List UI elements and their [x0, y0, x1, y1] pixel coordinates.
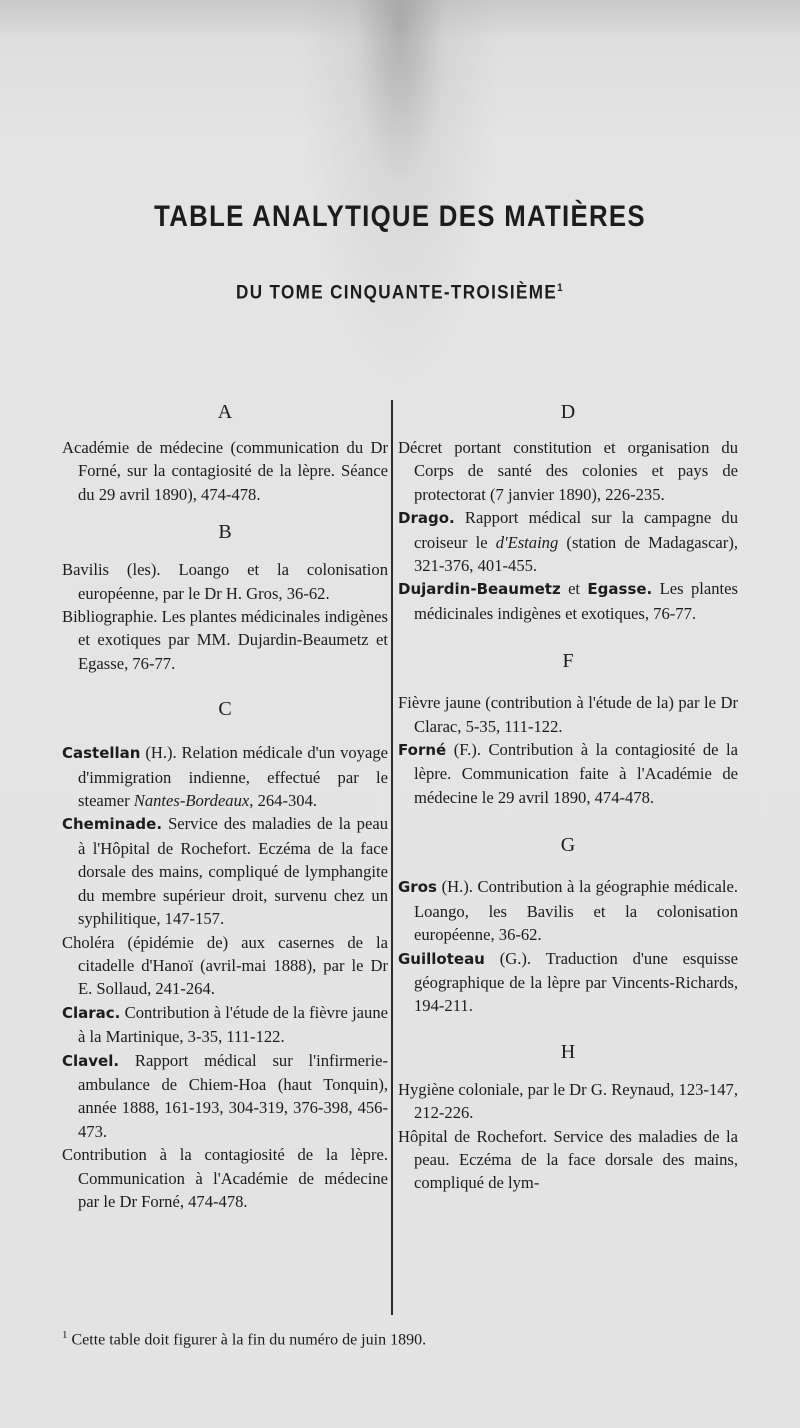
ship-name: d'Estaing: [495, 532, 559, 552]
index-entry: [62, 812, 388, 930]
footnote-text: Cette table doit figurer à la fin du numéro de juin 1890.: [67, 1331, 427, 1349]
column-divider: [391, 400, 393, 1315]
entry-text: (H.). Relation médicale d'un voyage d'immigration indienne, effectué par le steamer: [78, 743, 388, 811]
index-entry: Hygiène coloniale, par le Dr G. Reynaud, 123-147, 212-226.: [398, 1079, 738, 1123]
footnote-marker: 1: [557, 282, 564, 294]
entry-author: Clarac.: [62, 1003, 121, 1022]
index-entry: Hôpital de Rochefort. Service des maladies de la peau. Eczéma de la face dorsale des mains, compliqué de lym-: [398, 1126, 738, 1193]
section-letter-b: B: [218, 521, 232, 544]
index-entry: [398, 947, 738, 1018]
entry-text: Les plantes médicinales indigènes et exotiques, 76-77.: [414, 579, 738, 623]
section-letter-g: G: [560, 834, 576, 857]
right-column: [398, 398, 738, 1195]
entry-text: et: [560, 579, 588, 599]
entry-author: Clavel.: [62, 1051, 120, 1070]
left-column: [62, 398, 388, 1213]
subtitle-text: DU TOME CINQUANTE-TROISIÈME: [235, 282, 558, 304]
index-entry: Académie de médecine (communication du Dr Forné, sur la contagiosité de la lèpre. Séance du 29 avril 1890), 474-478.: [62, 438, 388, 504]
entry-text: Rapport médical sur l'infirmerie-ambulance de Chiem-Hoa (haut Tonquin), année 1888, 161-193, 304-319, 376-398, 456-473.: [78, 1050, 388, 1141]
page-title: TABLE ANALYTIQUE DES MATIÈRES: [154, 200, 646, 233]
index-entry: [62, 1001, 388, 1049]
index-entry: [398, 506, 738, 577]
index-entry: [62, 1049, 388, 1144]
footnote-number: 1: [62, 1329, 68, 1341]
entry-author: Dujardin-Beaumetz: [398, 580, 561, 599]
entry-author: Egasse.: [587, 580, 653, 599]
footnote: [62, 1324, 752, 1351]
entry-text: (G.). Traduction d'une esquisse géographique de la lèpre par Vincents-Richards, 194-211.: [414, 948, 738, 1016]
index-entry: Contribution à la contagiosité de la lèpre. Communication à l'Académie de médecine par le Dr Forné, 474-478.: [62, 1145, 388, 1211]
index-entry: Fièvre jaune (contribution à l'étude de la) par le Dr Clarac, 5-35, 111-122.: [398, 693, 738, 736]
index-entry: Choléra (épidémie de) aux casernes de la citadelle d'Hanoï (avril-mai 1888), par le Dr E. Sollaud, 241-264.: [62, 932, 388, 999]
index-entry: [62, 741, 388, 812]
index-entry: [398, 875, 738, 946]
entry-text: (H.). Contribution à la géographie médicale. Loango, les Bavilis et la colonisation européenne, 36-62.: [414, 877, 738, 945]
entry-text: (F.). Contribution à la contagiosité de la lèpre. Communication faite à l'Académie de médecine le 29 avril 1890, 474-478.: [414, 740, 738, 807]
entry-text: Contribution à l'étude de la fièvre jaune à la Martinique, 3-35, 111-122.: [78, 1002, 388, 1047]
index-entry: Décret portant constitution et organisation du Corps de santé des colonies et pays de protectorat (7 janvier 1890), 226-235.: [398, 438, 738, 504]
page-subtitle: [40, 282, 760, 304]
index-entry: Bavilis (les). Loango et la colonisation européenne, par le Dr H. Gros, 36-62.: [62, 560, 388, 603]
entry-author: Cheminade.: [62, 815, 163, 834]
section-letter-a: A: [217, 401, 233, 423]
entry-text: Service des maladies de la peau à l'Hôpital de Rochefort. Eczéma de la face dorsale des mains, compliqué de lymphangite du membre supérieur droit, survenu chez un syphilitique, 147-157.: [78, 814, 388, 929]
entry-author: Gros: [398, 878, 437, 897]
section-letter-d: D: [560, 401, 576, 423]
index-entry: Bibliographie. Les plantes médicinales indigènes et exotiques par MM. Dujardin-Beaumetz et Egasse, 76-77.: [62, 607, 388, 673]
entry-text: Rapport médical sur la campagne du croiseur le: [414, 508, 738, 552]
entry-author: Forné: [398, 741, 447, 760]
entry-pages: (station de Madagascar), 321-376, 401-455.: [414, 532, 738, 576]
entry-pages: , 264-304.: [249, 791, 318, 811]
entry-author: Drago.: [398, 509, 455, 528]
ship-name: Nantes-Bordeaux: [133, 791, 250, 811]
section-letter-f: F: [562, 650, 574, 673]
entry-author: Castellan: [62, 744, 141, 763]
index-entry: [398, 577, 738, 625]
index-entry: [398, 738, 738, 809]
section-letter-h: H: [560, 1040, 576, 1063]
entry-author: Guilloteau: [398, 949, 485, 968]
section-letter-c: C: [218, 698, 232, 721]
